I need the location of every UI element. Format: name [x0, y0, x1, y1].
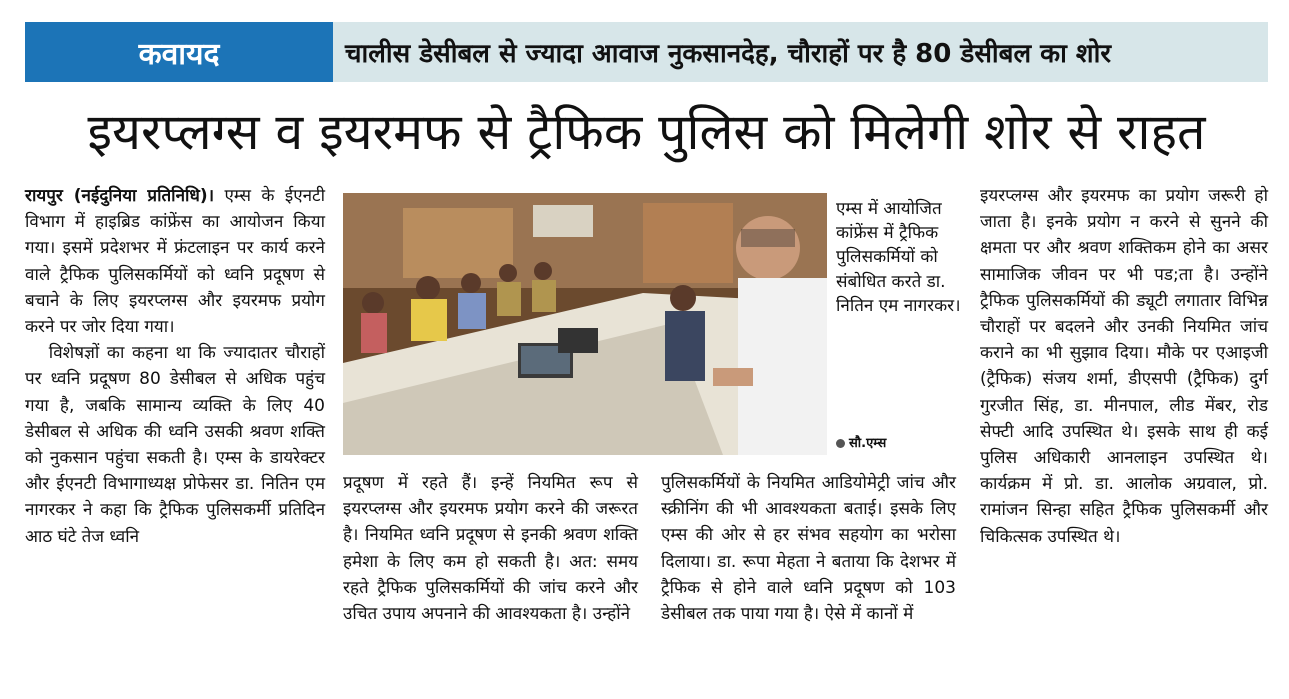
article-column-2 — [343, 470, 638, 627]
conference-photo — [343, 193, 827, 455]
bullet-icon — [836, 439, 845, 448]
main-headline: इयरप्लग्स व इयरमफ से ट्रैफिक पुलिस को मिलेगी शोर से राहत — [87, 103, 1206, 161]
dateline: रायपुर (नईदुनिया प्रतिनिधि)। — [25, 186, 215, 206]
article-column-4 — [980, 183, 1268, 550]
photo-illustration — [343, 193, 827, 455]
section-tag: कवायद — [25, 22, 333, 82]
article-column-3 — [661, 470, 956, 627]
kicker-headline: चालीस डेसीबल से ज्यादा आवाज नुकसानदेह, चौराहों पर है 80 डेसीबल का शोर — [345, 39, 1111, 69]
body-paragraph: पुलिसकर्मियों के नियमित आडियोमेट्री जांच और स्क्रीनिंग की भी आवश्यकता बताई। इसके लिए एम्स की ओर से हर संभव सहयोग का भरोसा दिलाया। डा. रूपा मेहता ने बताया कि देशभर में ट्रैफिक से होने वाले ध्वनि प्रदूषण को 103 डेसीबल तक पाया गया है। ऐसे में कानों में — [661, 473, 956, 625]
credit-text: सौ.एम्स — [849, 436, 887, 451]
photo-credit — [836, 433, 886, 451]
photo-caption: एम्स में आयोजित कांफ्रेंस में ट्रैफिक पुलिसकर्मियों को संबोधित करते डा. नितिन एम नागरकर। — [836, 199, 961, 316]
article-column-1 — [25, 183, 325, 550]
section-banner — [25, 22, 1268, 82]
body-paragraph: विशेषज्ञों का कहना था कि ज्यादातर चौराहों पर ध्वनि प्रदूषण 80 डेसीबल से अधिक पहुंच गया है, जबकि सामान्य व्यक्ति के लिए 40 डेसीबल से अधिक की ध्वनि उसकी श्रवण शक्ति को नुकसान पहुंचा सकती है। एम्स के डायरेक्टर और ईएनटी विभागाध्यक्ष प्रोफेसर डा. नितिन एम नागरकर ने कहा कि ट्रैफिक पुलिसकर्मी प्रतिदिन आठ घंटे तेज ध्वनि — [25, 343, 325, 547]
body-paragraph: प्रदूषण में रहते हैं। इन्हें नियमित रूप से इयरप्लग्स और इयरमफ प्रयोग करने की जरूरत है। नियमित ध्वनि प्रदूषण से इनकी श्रवण शक्ति हमेशा के लिए कम हो सकती है। अत: समय रहते ट्रैफिक पुलिसकर्मियों की जांच करने और उचित उपाय अपनाने की आवश्यकता है। उन्होंने — [343, 473, 638, 625]
lead-text: एम्स के ईएनटी विभाग में हाइब्रिड कांफ्रेंस का आयोजन किया गया। इसमें प्रदेशभर में फ्रंटलाइन पर कार्य करने वाले ट्रैफिक पुलिसकर्मियों को ध्वनि प्रदूषण से बचाने के लिए इयरप्लग्स और इयरमफ प्रयोग करने पर जोर दिया गया। — [25, 186, 326, 338]
lead-paragraph — [25, 183, 325, 340]
body-paragraph: इयरप्लग्स और इयरमफ का प्रयोग जरूरी हो जाता है। इनके प्रयोग न करने से सुनने की क्षमता पर और श्रवण शक्तिकम होने का असर सामाजिक जीवन पर भी पड;ता है। उन्होंने ट्रैफिक पुलिसकर्मियों की ड्यूटी लगातार विभिन्न चौराहों पर बदलने और उनकी नियमित जांच कराने का भी सुझाव दिया। मौके पर एआइजी (ट्रैफिक) संजय शर्मा, डीएसपी (ट्रैफिक) दुर्ग गुरजीत सिंह, डा. मीनपाल, लीड मेंबर, रोड सेफ्टी आदि उपस्थित थे। इसके साथ ही कई पुलिस अधिकारी आनलाइन उपस्थित थे। कार्यक्रम में प्रो. डा. आलोक अग्रवाल, प्रो. रामांजन सिन्हा सहित ट्रैफिक पुलिसकर्मी और चिकित्सक उपस्थित थे। — [980, 186, 1268, 547]
